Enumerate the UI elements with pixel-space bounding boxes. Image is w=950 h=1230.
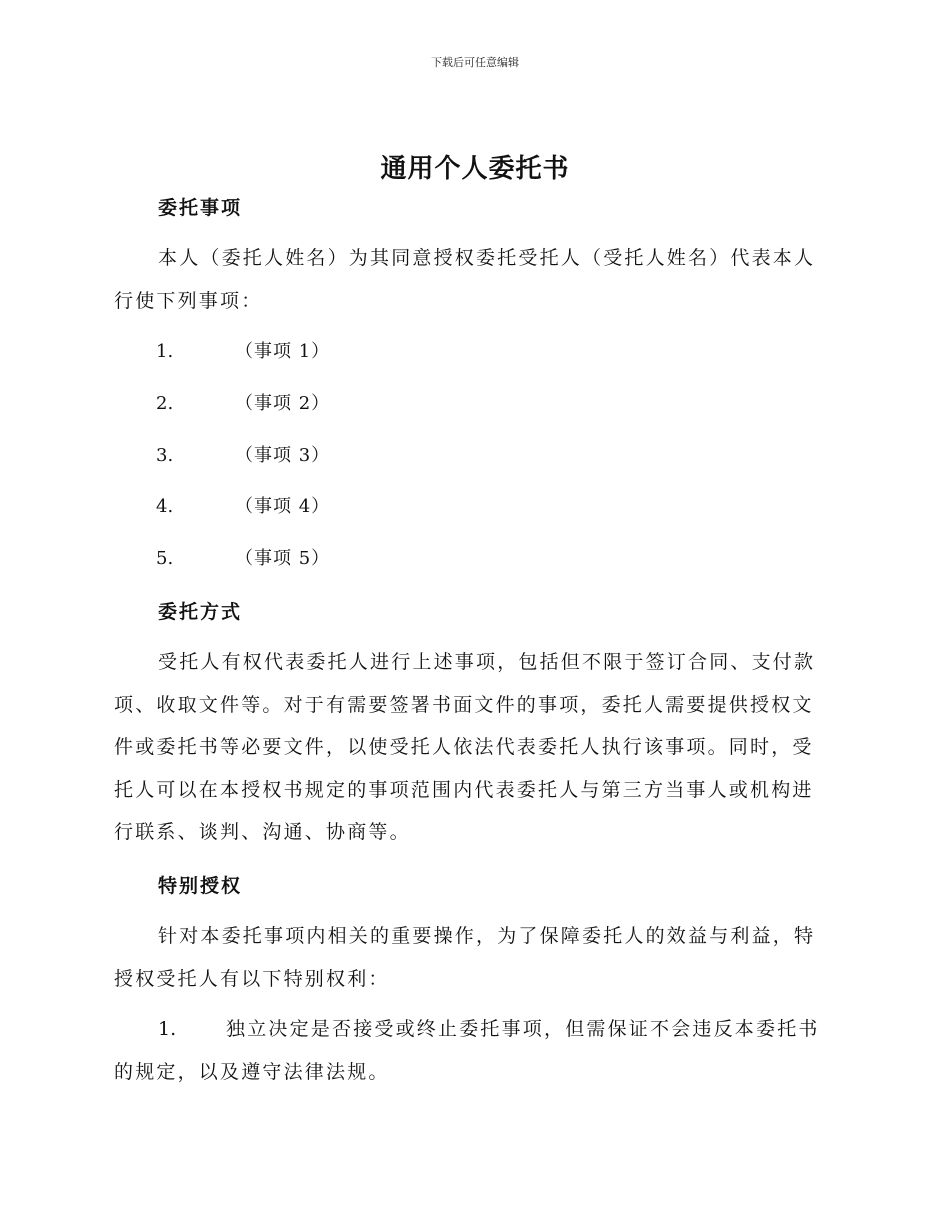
list-item-text: （事项 3） [235, 445, 331, 466]
section-heading-special: 特别授权 [158, 875, 243, 897]
matters-intro-paragraph: 本人（委托人姓名）为其同意授权委托受托人（受托人姓名）代表本人行使下列事项： [114, 247, 816, 312]
list-item-number: 1. [156, 341, 174, 362]
list-item-number: 3. [156, 445, 174, 466]
header-note: 下载后可任意编辑 [431, 56, 519, 69]
special-intro-paragraph: 针对本委托事项内相关的重要操作，为了保障委托人的效益与利益，特授权受托人有以下特别权利： [114, 925, 816, 990]
special-list-item [114, 1008, 830, 1093]
document-title: 通用个人委托书 [380, 154, 570, 184]
method-body-paragraph: 受托人有权代表委托人进行上述事项，包括但不限于签订合同、支付款项、收取文件等。对于有需要签署书面文件的事项，委托人需要提供授权文件或委托书等必要文件，以使受托人依法代表委托人执行该事项。同时，受托人可以在本授权书规定的事项范围内代表委托人与第三方当事人或机构进行联系、谈判、沟通、协商等。 [114, 651, 816, 843]
list-item-text: （事项 2） [235, 393, 331, 414]
list-item-text: （事项 1） [235, 341, 331, 362]
list-item-text: （事项 4） [235, 496, 331, 517]
list-item-number: 4. [156, 496, 174, 517]
list-item-number: 1. [158, 1018, 177, 1040]
section-heading-matters: 委托事项 [158, 197, 243, 219]
list-item-text: （事项 5） [235, 548, 331, 569]
list-item-number: 2. [156, 393, 174, 414]
list-item-text: 独立决定是否接受或终止委托事项，但需保证不会违反本委托书的规定，以及遵守法律法规。 [114, 1018, 820, 1083]
section-heading-method: 委托方式 [158, 601, 243, 623]
list-item-number: 5. [156, 548, 174, 569]
